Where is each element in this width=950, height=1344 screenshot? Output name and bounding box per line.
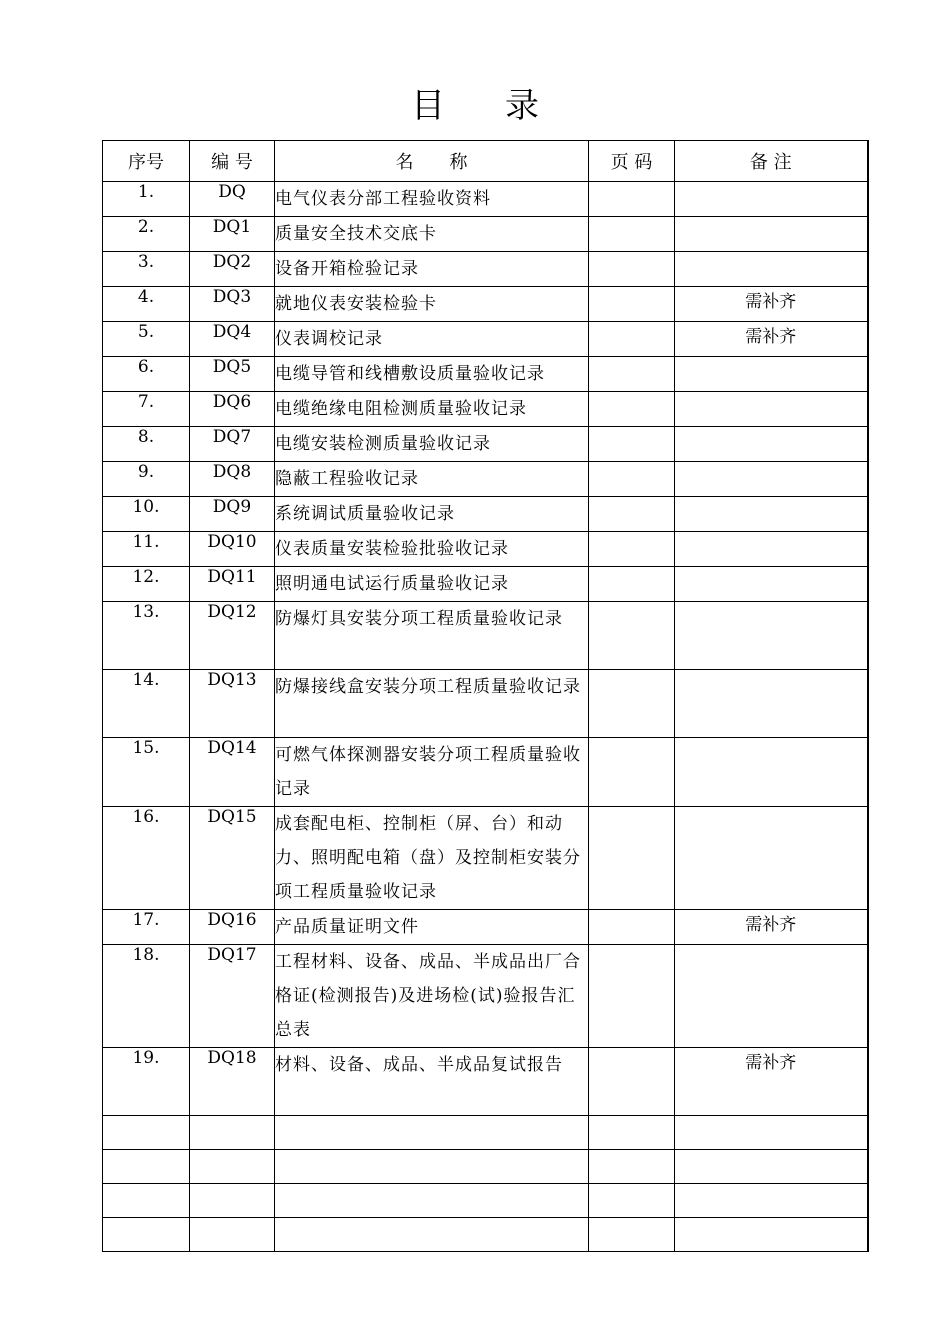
seq-cell: 7. [103, 392, 190, 427]
page-cell [589, 532, 675, 567]
table-row [103, 357, 868, 392]
name-cell: 系统调试质量验收记录 [275, 497, 589, 532]
table-row [103, 217, 868, 252]
table-row [103, 462, 868, 497]
page-cell [589, 910, 675, 945]
seq-cell: 6. [103, 357, 190, 392]
remark-cell [675, 1218, 868, 1252]
page-cell [589, 670, 675, 738]
seq-cell: 16. [103, 807, 190, 910]
code-cell: DQ17 [190, 945, 275, 1048]
name-cell [275, 1218, 589, 1252]
page-cell [589, 217, 675, 252]
header-code: 编 号 [190, 141, 275, 182]
name-cell: 隐蔽工程验收记录 [275, 462, 589, 497]
table-row [103, 1048, 868, 1116]
name-cell: 材料、设备、成品、半成品复试报告 [275, 1048, 589, 1116]
contents-table [102, 140, 869, 1252]
name-cell: 电缆导管和线槽敷设质量验收记录 [275, 357, 589, 392]
page-cell [589, 567, 675, 602]
header-row [103, 141, 868, 182]
seq-cell: 10. [103, 497, 190, 532]
seq-cell: 2. [103, 217, 190, 252]
header-seq: 序号 [103, 141, 190, 182]
remark-cell [675, 807, 868, 910]
remark-cell: 需补齐 [675, 1048, 868, 1116]
seq-cell: 18. [103, 945, 190, 1048]
remark-cell [675, 532, 868, 567]
remark-cell [675, 182, 868, 217]
title-char-2: 录 [505, 86, 539, 126]
header-page: 页 码 [589, 141, 675, 182]
table-row [103, 1184, 868, 1218]
name-cell: 仪表质量安装检验批验收记录 [275, 532, 589, 567]
table-row [103, 287, 868, 322]
name-cell: 防爆灯具安装分项工程质量验收记录 [275, 602, 589, 670]
code-cell: DQ9 [190, 497, 275, 532]
name-cell: 可燃气体探测器安装分项工程质量验收记录 [275, 738, 589, 807]
page-cell [589, 427, 675, 462]
seq-cell: 3. [103, 252, 190, 287]
remark-cell [675, 602, 868, 670]
seq-cell: 14. [103, 670, 190, 738]
title-char-1: 目 [411, 86, 445, 126]
remark-cell [675, 1184, 868, 1218]
table-row [103, 738, 868, 807]
seq-cell: 8. [103, 427, 190, 462]
table-row [103, 392, 868, 427]
table-row [103, 807, 868, 910]
page-cell [589, 1218, 675, 1252]
code-cell: DQ8 [190, 462, 275, 497]
code-cell [190, 1218, 275, 1252]
page-cell [589, 1048, 675, 1116]
table-row [103, 182, 868, 217]
code-cell: DQ1 [190, 217, 275, 252]
table-row [103, 1218, 868, 1252]
remark-cell: 需补齐 [675, 287, 868, 322]
table-body [103, 182, 868, 1252]
seq-cell: 13. [103, 602, 190, 670]
table-row [103, 1116, 868, 1150]
name-cell: 成套配电柜、控制柜（屏、台）和动力、照明配电箱（盘）及控制柜安装分项工程质量验收记录 [275, 807, 589, 910]
name-cell: 防爆接线盒安装分项工程质量验收记录 [275, 670, 589, 738]
seq-cell: 11. [103, 532, 190, 567]
page-cell [589, 1116, 675, 1150]
name-cell [275, 1150, 589, 1184]
remark-cell [675, 427, 868, 462]
seq-cell: 1. [103, 182, 190, 217]
page-cell [589, 392, 675, 427]
remark-cell [675, 738, 868, 807]
seq-cell: 9. [103, 462, 190, 497]
name-cell: 电气仪表分部工程验收资料 [275, 182, 589, 217]
seq-cell: 15. [103, 738, 190, 807]
name-cell: 工程材料、设备、成品、半成品出厂合格证(检测报告)及进场检(试)验报告汇总表 [275, 945, 589, 1048]
code-cell: DQ3 [190, 287, 275, 322]
code-cell: DQ2 [190, 252, 275, 287]
code-cell: DQ14 [190, 738, 275, 807]
code-cell: DQ10 [190, 532, 275, 567]
table-row [103, 1150, 868, 1184]
page-cell [589, 1184, 675, 1218]
page-cell [589, 738, 675, 807]
seq-cell: 12. [103, 567, 190, 602]
remark-cell [675, 217, 868, 252]
code-cell: DQ11 [190, 567, 275, 602]
seq-cell: 4. [103, 287, 190, 322]
code-cell: DQ6 [190, 392, 275, 427]
header-remark: 备 注 [675, 141, 868, 182]
name-cell: 照明通电试运行质量验收记录 [275, 567, 589, 602]
code-cell: DQ13 [190, 670, 275, 738]
page-cell [589, 252, 675, 287]
page-cell [589, 287, 675, 322]
page-cell [589, 497, 675, 532]
seq-cell: 5. [103, 322, 190, 357]
code-cell: DQ15 [190, 807, 275, 910]
code-cell: DQ7 [190, 427, 275, 462]
code-cell [190, 1184, 275, 1218]
name-cell: 电缆安装检测质量验收记录 [275, 427, 589, 462]
remark-cell [675, 252, 868, 287]
page-cell [589, 462, 675, 497]
remark-cell [675, 497, 868, 532]
table-row [103, 322, 868, 357]
page-cell [589, 357, 675, 392]
code-cell: DQ18 [190, 1048, 275, 1116]
page-title [0, 78, 950, 127]
seq-cell [103, 1218, 190, 1252]
name-cell: 质量安全技术交底卡 [275, 217, 589, 252]
code-cell: DQ5 [190, 357, 275, 392]
page-cell [589, 182, 675, 217]
remark-cell [675, 945, 868, 1048]
name-cell: 设备开箱检验记录 [275, 252, 589, 287]
table-row [103, 427, 868, 462]
header-name: 名 称 [275, 141, 589, 182]
table-row [103, 497, 868, 532]
seq-cell [103, 1116, 190, 1150]
remark-cell [675, 1116, 868, 1150]
name-cell [275, 1116, 589, 1150]
page-cell [589, 602, 675, 670]
seq-cell [103, 1150, 190, 1184]
table-row [103, 945, 868, 1048]
seq-cell: 17. [103, 910, 190, 945]
code-cell: DQ [190, 182, 275, 217]
remark-cell [675, 357, 868, 392]
seq-cell: 19. [103, 1048, 190, 1116]
name-cell: 电缆绝缘电阻检测质量验收记录 [275, 392, 589, 427]
name-cell [275, 1184, 589, 1218]
remark-cell [675, 462, 868, 497]
remark-cell [675, 670, 868, 738]
page-cell [589, 807, 675, 910]
name-cell: 就地仪表安装检验卡 [275, 287, 589, 322]
seq-cell [103, 1184, 190, 1218]
remark-cell: 需补齐 [675, 322, 868, 357]
code-cell [190, 1150, 275, 1184]
page-cell [589, 322, 675, 357]
table-row [103, 670, 868, 738]
remark-cell [675, 1150, 868, 1184]
code-cell [190, 1116, 275, 1150]
remark-cell [675, 392, 868, 427]
remark-cell [675, 567, 868, 602]
table-row [103, 910, 868, 945]
table-row [103, 252, 868, 287]
name-cell: 产品质量证明文件 [275, 910, 589, 945]
code-cell: DQ12 [190, 602, 275, 670]
page-cell [589, 1150, 675, 1184]
table-row [103, 567, 868, 602]
remark-cell: 需补齐 [675, 910, 868, 945]
table-row [103, 602, 868, 670]
table-row [103, 532, 868, 567]
page-cell [589, 945, 675, 1048]
name-cell: 仪表调校记录 [275, 322, 589, 357]
code-cell: DQ4 [190, 322, 275, 357]
code-cell: DQ16 [190, 910, 275, 945]
